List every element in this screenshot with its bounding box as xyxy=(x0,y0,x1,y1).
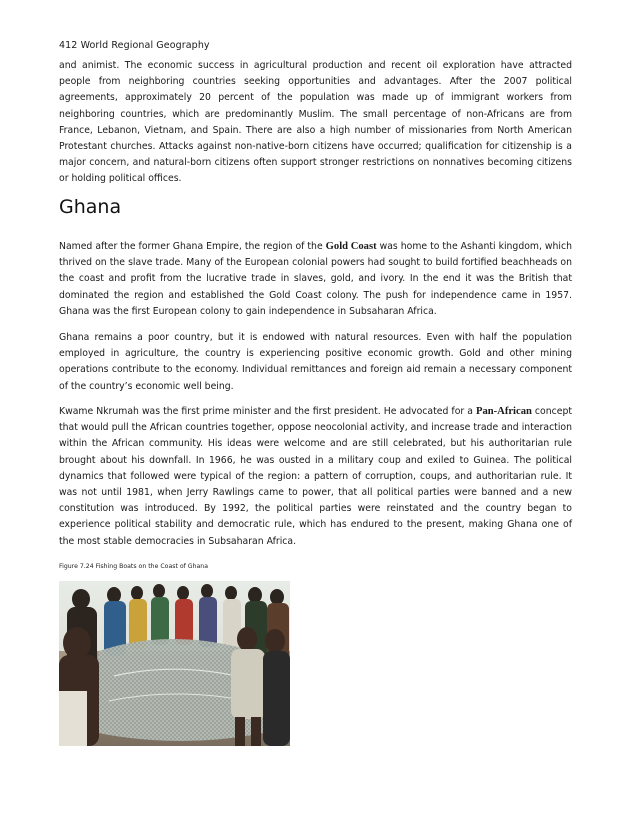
paragraph-text: was home to the Ashanti kingdom, which thrived on the slave trade. Many of the European colonial powers had sought to build fortified beachheads on the coast and profit from the lucrative trade in slaves, gold, and ivory. In the end it was the British that dominated the region and established the Gold Coast colony. The push for independence came in 1957. Ghana was the first European colony to gain independence in Subsaharan Africa. xyxy=(59,241,572,317)
paragraph-gold-coast xyxy=(59,239,572,320)
glossary-term-pan-african: Pan-African xyxy=(475,406,532,417)
running-header xyxy=(59,40,210,51)
figure-caption: Figure 7.24 Fishing Boats on the Coast of Ghana xyxy=(59,563,209,570)
glossary-term-gold-coast: Gold Coast xyxy=(325,241,377,252)
paragraph-nkrumah xyxy=(59,404,572,550)
paragraph-text: Kwame Nkrumah was the first prime minister and the first president. He advocated for a xyxy=(59,406,476,417)
page-number: 412 xyxy=(59,40,78,51)
figure-photo-fishing-net xyxy=(59,581,290,746)
book-title: World Regional Geography xyxy=(80,40,210,51)
paragraph-text: Named after the former Ghana Empire, the region of the xyxy=(59,241,326,252)
intro-paragraph: and animist. The economic success in agricultural production and recent oil exploration have attracted people from neighboring countries seeking opportunities and advantages. After the 2007 political agreements, approximately 20 percent of the population was made up of immigrant workers from neighboring countries, which are predominantly Muslim. The small percentage of non-Africans are from France, Lebanon, Vietnam, and Spain. There are also a high number of missionaries from North American Protestant churches. Attacks against non-native-born citizens have occurred; qualification for citizenship is a major concern, and natural-born citizens often support stronger restrictions on nonnatives becoming citizens or holding political offices. xyxy=(59,60,572,185)
paragraph-text: concept that would pull the African countries together, oppose neocolonial activity, and increase trade and interaction within the African community. His ideas were welcome and are still celebrated, but his authoritarian rule brought about his downfall. In 1966, he was ousted in a military coup and exiled to Guinea. The political dynamics that followed were typical of the region: a pattern of corruption, coups, and authoritarian rule. It was not until 1981, when Jerry Rawlings came to power, that all political parties were banned and a new constitution was introduced. By 1992, the political parties were reinstated and the country began to experience political stability and democratic rule, which has endured to the present, making Ghana one of the most stable democracies in Subsaharan Africa. xyxy=(59,406,572,547)
paragraph-economy: Ghana remains a poor country, but it is endowed with natural resources. Even with half the population employed in agriculture, the country is experiencing positive economic growth. Gold and other mining operations contribute to the economy. Individual remittances and foreign aid remain a necessary component of the country’s economic well being. xyxy=(59,332,572,392)
section-heading: Ghana xyxy=(59,196,122,218)
